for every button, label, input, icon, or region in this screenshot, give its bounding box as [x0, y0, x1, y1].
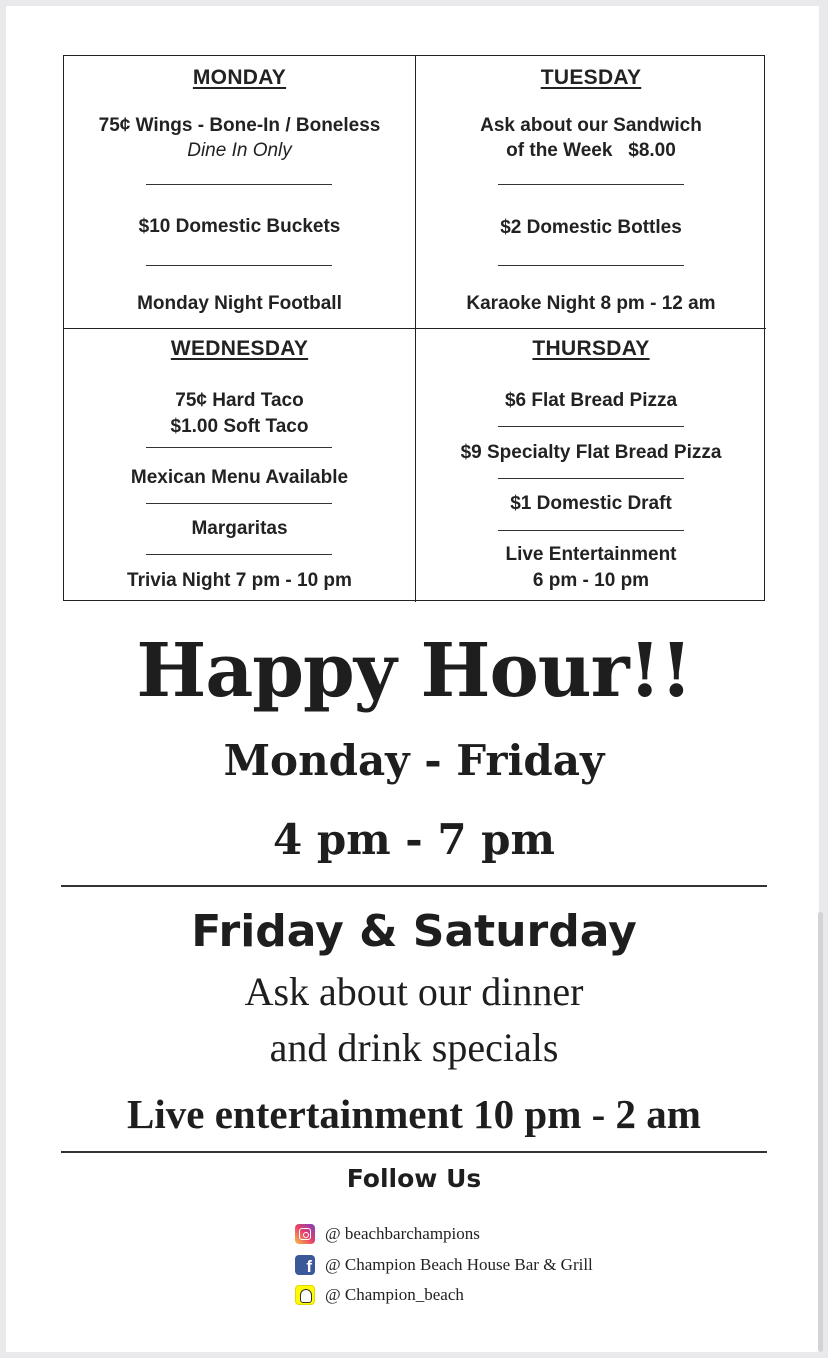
divider: [146, 554, 332, 555]
thursday-title: THURSDAY: [532, 337, 650, 360]
weekend-live-entertainment: Live entertainment 10 pm - 2 am: [127, 1091, 701, 1137]
thursday-draft: $1 Domestic Draft: [510, 493, 672, 514]
instagram-link[interactable]: [295, 1223, 480, 1245]
facebook-icon: f: [295, 1255, 315, 1275]
tuesday-karaoke: Karaoke Night 8 pm - 12 am: [466, 293, 716, 314]
monday-title: MONDAY: [192, 66, 287, 89]
wednesday-margaritas: Margaritas: [191, 518, 288, 539]
weekend-title: Friday & Saturday: [191, 906, 637, 957]
thursday-flatbread: $6 Flat Bread Pizza: [504, 390, 678, 411]
divider: [498, 478, 684, 479]
happy-hour-days: Monday - Friday: [223, 736, 605, 785]
monday-cell: [64, 56, 415, 328]
divider: [146, 447, 332, 448]
divider: [498, 265, 684, 266]
wednesday-title: WEDNESDAY: [170, 337, 309, 360]
happy-hour-title: Happy Hour!!: [136, 628, 692, 714]
tuesday-cell: [415, 56, 766, 328]
tuesday-title: TUESDAY: [540, 66, 642, 89]
snapchat-handle: @ Champion_beach: [325, 1285, 464, 1304]
tuesday-bottles: $2 Domestic Bottles: [500, 217, 682, 238]
instagram-icon: [295, 1224, 315, 1244]
wednesday-mexican-menu: Mexican Menu Available: [130, 467, 349, 488]
facebook-link[interactable]: [295, 1254, 593, 1276]
divider: [498, 426, 684, 427]
weekend-specials-line2: and drink specials: [269, 1025, 559, 1070]
thursday-live-time: 6 pm - 10 pm: [532, 570, 650, 591]
monday-football: Monday Night Football: [137, 293, 342, 314]
section-divider: [61, 885, 767, 887]
snapchat-icon: [295, 1285, 315, 1305]
happy-hour-time: 4 pm - 7 pm: [273, 815, 555, 864]
monday-dine-in: Dine In Only: [187, 140, 292, 161]
follow-us-title: Follow Us: [346, 1164, 482, 1193]
divider: [146, 265, 332, 266]
facebook-handle: @ Champion Beach House Bar & Grill: [325, 1255, 593, 1274]
monday-wings: 75¢ Wings - Bone-In / Boneless: [98, 115, 381, 136]
thursday-live-entertainment: Live Entertainment: [505, 544, 677, 565]
monday-buckets: $10 Domestic Buckets: [138, 216, 341, 237]
wednesday-hard-taco: 75¢ Hard Taco: [175, 390, 304, 411]
divider: [498, 184, 684, 185]
weekly-specials-grid: [63, 55, 765, 601]
instagram-handle: @ beachbarchampions: [325, 1224, 480, 1243]
thursday-specialty-flatbread: $9 Specialty Flat Bread Pizza: [460, 442, 722, 463]
wednesday-cell: [64, 328, 415, 602]
wednesday-soft-taco: $1.00 Soft Taco: [170, 416, 309, 437]
tuesday-sandwich-price: of the Week $8.00: [506, 140, 676, 161]
divider: [146, 503, 332, 504]
divider: [498, 530, 684, 531]
divider: [146, 184, 332, 185]
snapchat-link[interactable]: [295, 1284, 464, 1306]
thursday-cell: [415, 328, 766, 602]
section-divider: [61, 1151, 767, 1153]
weekend-specials-line1: Ask about our dinner: [244, 969, 584, 1014]
tuesday-sandwich: Ask about our Sandwich: [480, 115, 702, 136]
wednesday-trivia: Trivia Night 7 pm - 10 pm: [127, 570, 352, 591]
